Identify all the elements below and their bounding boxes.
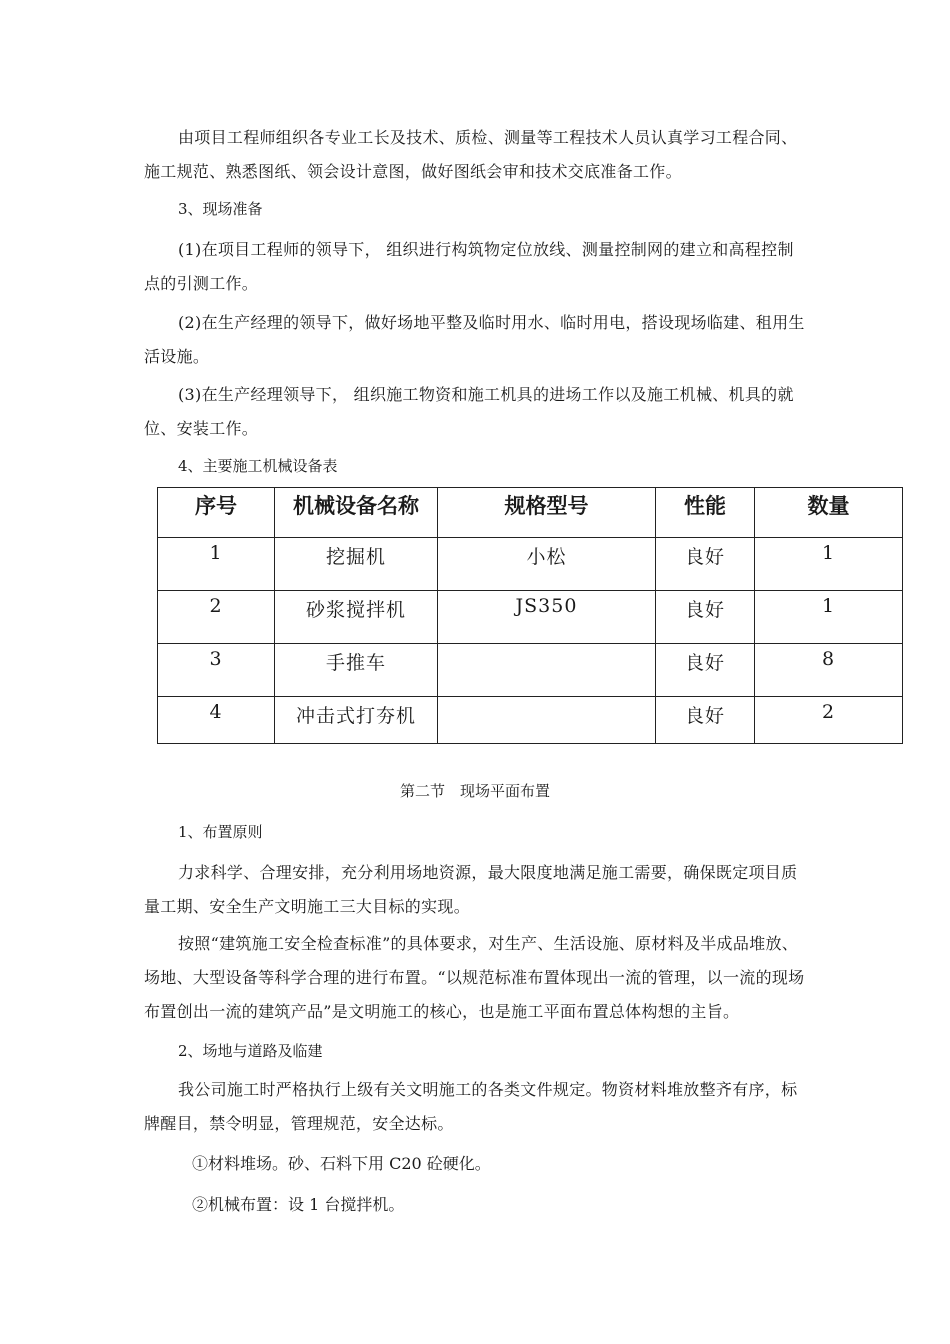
heading-layout-principles: 1、布置原则: [178, 823, 263, 841]
cell-quantity: 1: [755, 538, 903, 591]
table-row: [158, 697, 903, 744]
header-equipment-name: 机械设备名称: [275, 488, 438, 538]
section-title: 第二节 现场平面布置: [399, 782, 550, 800]
header-quantity: 数量: [755, 488, 903, 538]
cell-performance: 良好: [656, 644, 755, 697]
equipment-table: [157, 487, 903, 744]
paragraph-tech-preparation: 由项目工程师组织各专业工长及技术、质检、测量等工程技术人员认真学习工程合同、施工规范、熟悉图纸、领会设计意图，做好图纸会审和技术交底准备工作。: [144, 128, 798, 181]
cell-quantity: 8: [755, 644, 903, 697]
cell-model: [438, 697, 656, 744]
cell-equipment-name: 冲击式打夯机: [275, 697, 438, 744]
paragraph-site-prep-2: (2)在生产经理的领导下，做好场地平整及临时用水、临时用电，搭设现场临建、租用生活设施。: [144, 313, 805, 366]
header-model: 规格型号: [438, 488, 656, 538]
table-row: [158, 538, 903, 591]
cell-index: 4: [158, 697, 275, 744]
cell-quantity: 2: [755, 697, 903, 744]
cell-equipment-name: 挖掘机: [275, 538, 438, 591]
header-performance: 性能: [656, 488, 755, 538]
cell-index: 3: [158, 644, 275, 697]
cell-performance: 良好: [656, 538, 755, 591]
paragraph-site-roads: 我公司施工时严格执行上级有关文明施工的各类文件规定。物资材料堆放整齐有序，标牌醒目，禁令明显，管理规范，安全达标。: [144, 1080, 798, 1133]
table-header-row: [158, 488, 903, 538]
list-item-material-yard: ①材料堆场。砂、石料下用 C20 砼硬化。: [192, 1154, 491, 1173]
cell-performance: 良好: [656, 697, 755, 744]
cell-model: JS350: [438, 591, 656, 644]
paragraph-layout-principles-1: 力求科学、合理安排，充分利用场地资源，最大限度地满足施工需要，确保既定项目质量工期、安全生产文明施工三大目标的实现。: [144, 863, 798, 916]
cell-performance: 良好: [656, 591, 755, 644]
paragraph-site-prep-1: (1)在项目工程师的领导下， 组织进行构筑物定位放线、测量控制网的建立和高程控制点的引测工作。: [144, 240, 794, 293]
cell-model: [438, 644, 656, 697]
cell-index: 1: [158, 538, 275, 591]
heading-site-roads: 2、场地与道路及临建: [178, 1042, 323, 1060]
cell-equipment-name: 手推车: [275, 644, 438, 697]
cell-quantity: 1: [755, 591, 903, 644]
heading-site-preparation: 3、现场准备: [178, 200, 263, 218]
cell-index: 2: [158, 591, 275, 644]
table-row: [158, 644, 903, 697]
cell-equipment-name: 砂浆搅拌机: [275, 591, 438, 644]
heading-equipment-table: 4、主要施工机械设备表: [178, 457, 338, 475]
header-index: 序号: [158, 488, 275, 538]
list-item-machine-layout: ②机械布置：设 1 台搅拌机。: [192, 1195, 405, 1214]
table-row: [158, 591, 903, 644]
paragraph-layout-principles-2: 按照“建筑施工安全检查标准”的具体要求，对生产、生活设施、原材料及半成品堆放、场地、大型设备等科学合理的进行布置。“以规范标准布置体现出一流的管理，以一流的现场布置创出一流的建筑产品”是文明施工的核心，也是施工平面布置总体构想的主旨。: [144, 934, 805, 1021]
cell-model: 小松: [438, 538, 656, 591]
paragraph-site-prep-3: (3)在生产经理领导下， 组织施工物资和施工机具的进场工作以及施工机械、机具的就位、安装工作。: [144, 385, 794, 438]
